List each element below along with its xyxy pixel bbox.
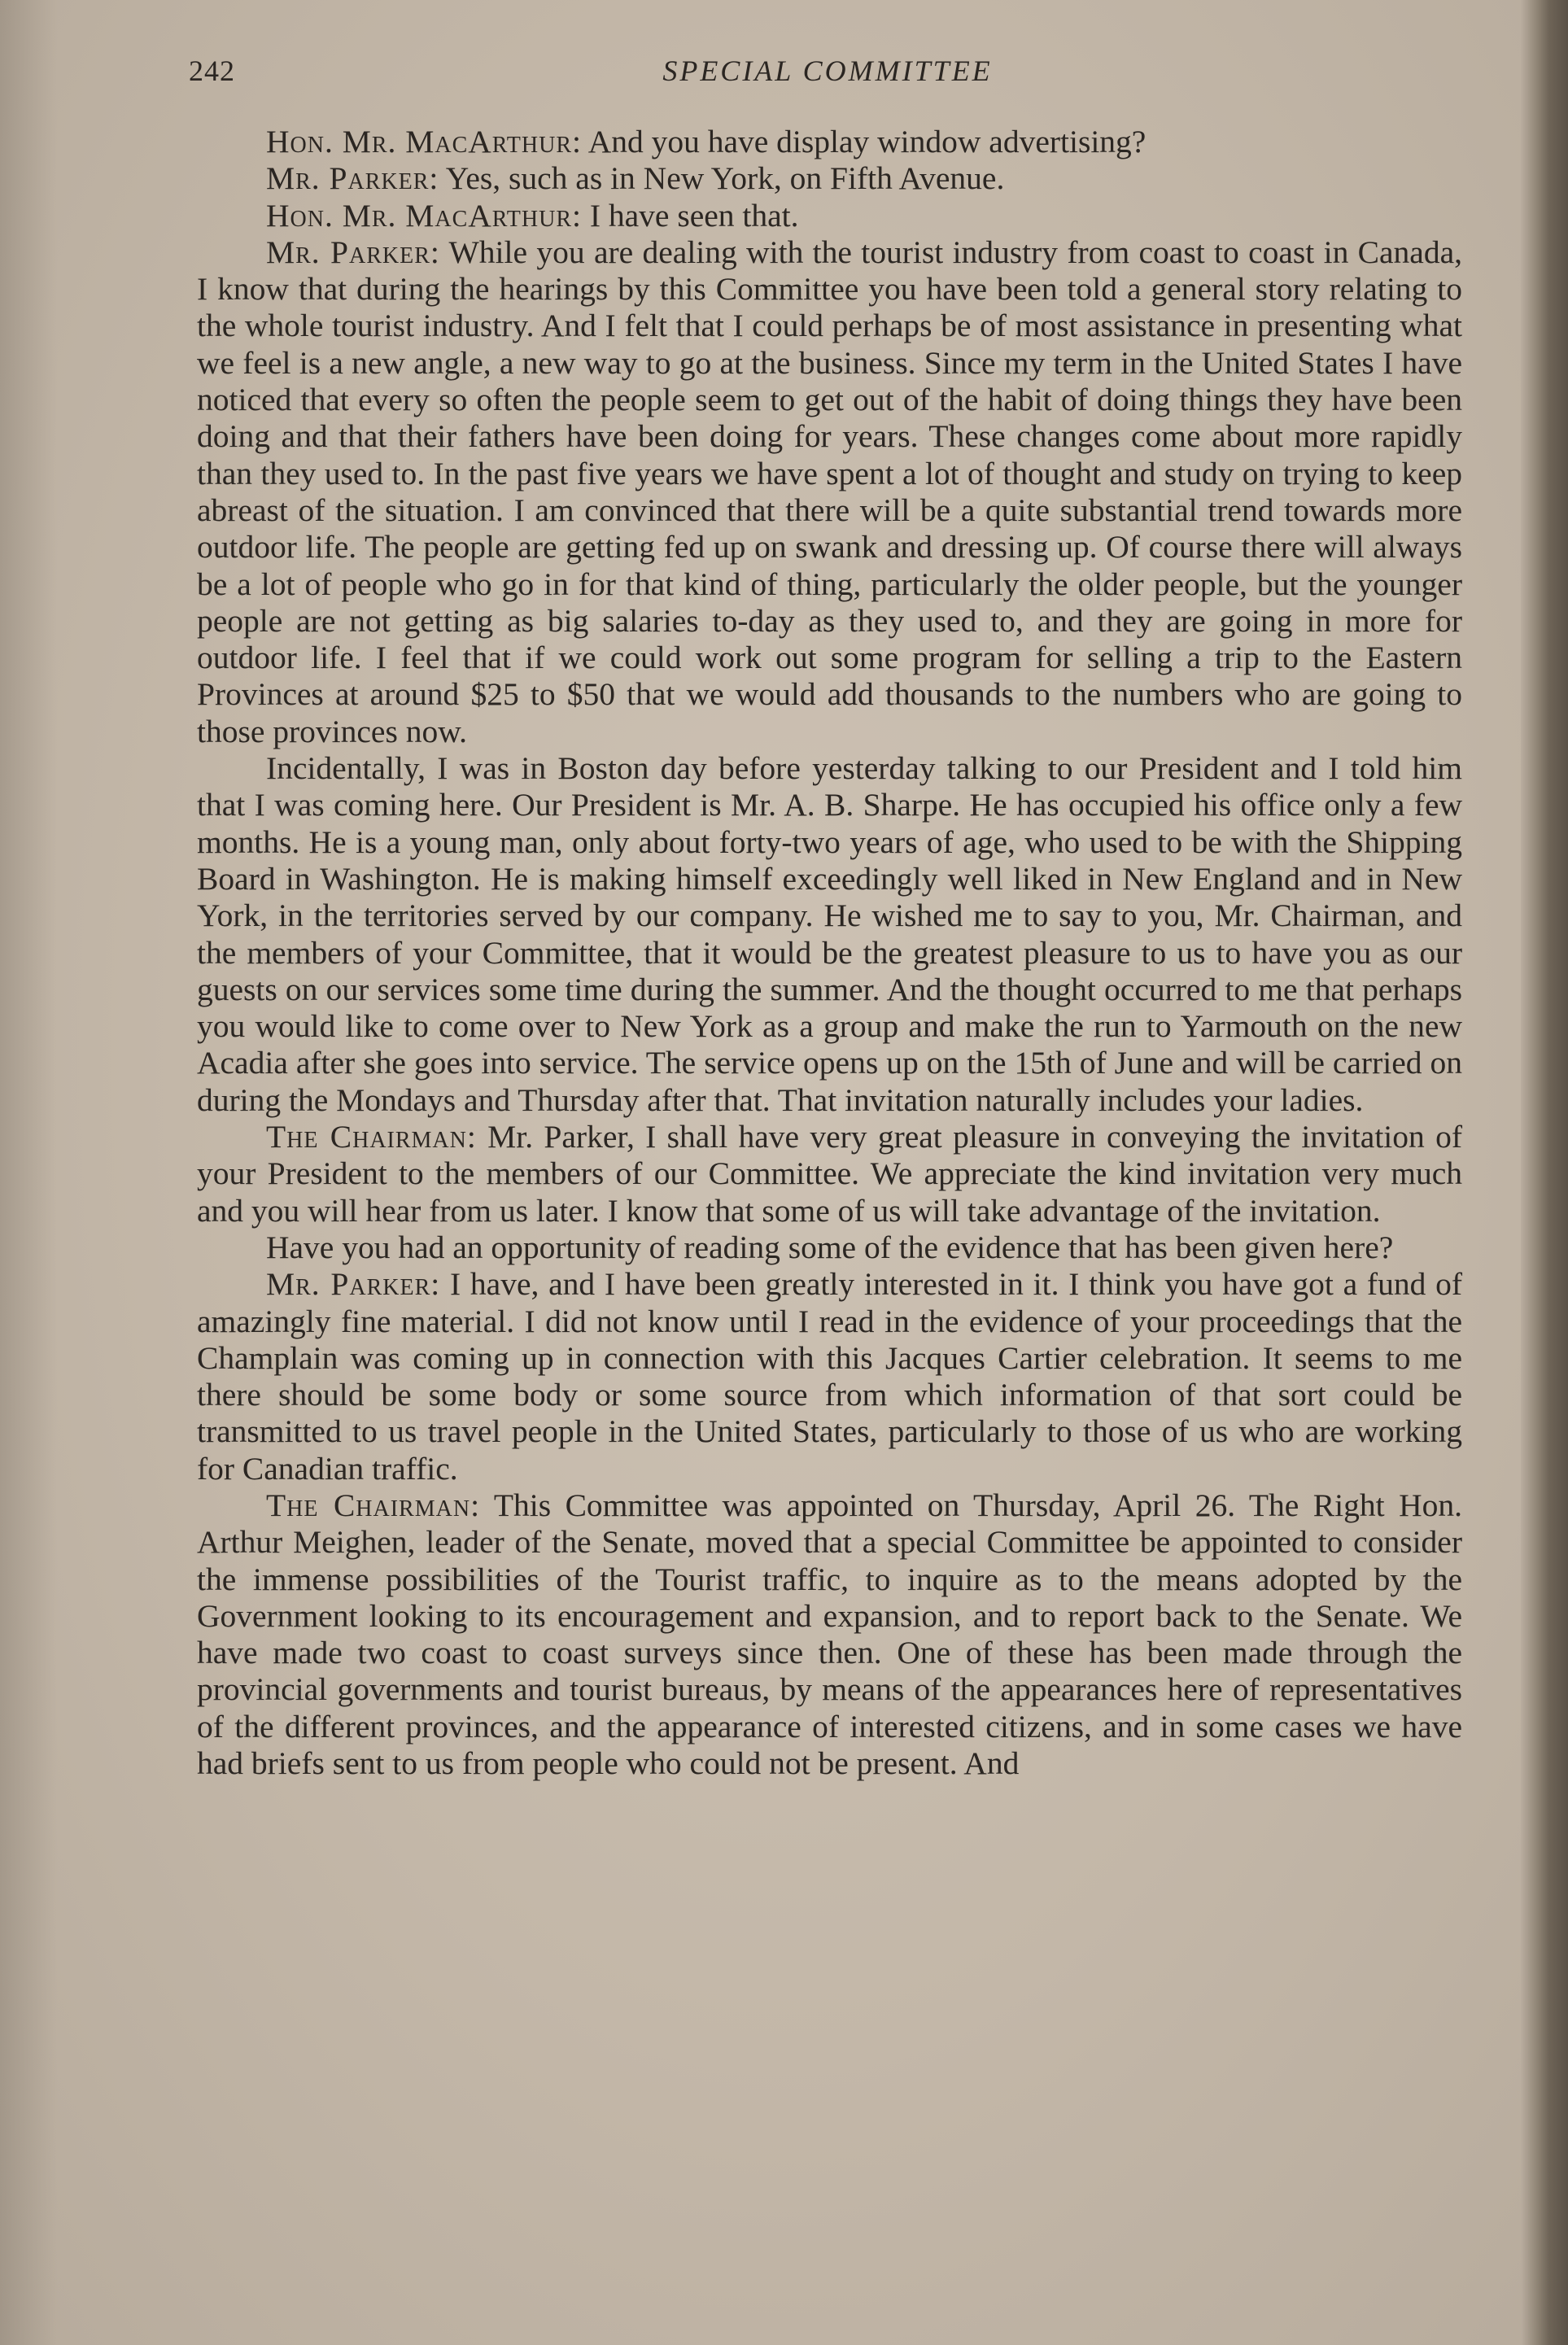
paragraph [197, 1266, 1462, 1487]
paragraph [197, 234, 1462, 750]
speaker-label: Hon. Mr. MacArthur: [266, 124, 582, 159]
book-binding-edge [1521, 0, 1568, 2345]
paragraph-text: This Committee was appointed on Thursday, April 26. The Right Hon. Arthur Meighen, leader of the Senate, moved that a special Committee be appointed to consider the immense possibilities of the Tourist traffic, to inquire as to the means adopted by the Government looking to its encouragement and expansion, and to report back to the Senate. We have made two coast to coast surveys since then. One of these has been made through the provincial governments and tourist bureaus, by means of the appearances here of representatives of the different provinces, and the appearance of interested citizens, and in some cases we have had briefs sent to us from people who could not be present. And [197, 1487, 1463, 1782]
paragraph-text: Incidentally, I was in Boston day before yesterday talking to our President and I told him that I was coming here. Our President is Mr. A. B. Sharpe. He has occupied his office only a few months. He is a young man, only about forty-two years of age, who used to be with the Shipping Board in Washington. He is making himself exceedingly well liked in New England and in New York, in the territories served by our company. He wished me to say to you, Mr. Chairman, and the members of your Committee, that it would be the greatest pleasure to us to have you as our guests on our services some time during the summer. And the thought occurred to me that perhaps you would like to come over to New York as a group and make the run to Yarmouth on the new Acadia after she goes into service. The service opens up on the 15th of June and will be carried on during the Mondays and Thursday after that. That invitation naturally includes your ladies. [197, 750, 1462, 1118]
paragraph-text: While you are dealing with the tourist industry from coast to coast in Canada, I know that during the hearings by this Committee you have been told a general story relating to the whole tourist industry. And I felt that I could perhaps be of most assistance in presenting what we feel is a new angle, a new way to go at the business. Since my term in the United States I have noticed that every so often the people seem to get out of the habit of doing things they have been doing and that their fathers have been doing for years. These changes come about more rapidly than they used to. In the past five years we have spent a lot of thought and study on trying to keep abreast of the situation. I am convinced that there will be a quite substantial trend towards more outdoor life. The people are getting fed up on swank and dressing up. Of course there will always be a lot of people who go in for that kind of thing, particularly the older people, but the younger people are not getting as big salaries to-day as they used to, and they are going in more for outdoor life. I feel that if we could work out some program for selling a trip to the Eastern Provinces at around $25 to $50 that we would add thousands to the numbers who are going to those provinces now. [197, 234, 1462, 749]
speaker-label: Mr. Parker: [266, 1266, 441, 1303]
page-header [189, 54, 1466, 93]
speaker-label: The Chairman: [266, 1487, 481, 1523]
body-text [197, 124, 1462, 1782]
paragraph [197, 1487, 1462, 1782]
speaker-label: Hon. Mr. MacArthur: [266, 197, 582, 234]
page-gutter-shadow [0, 0, 57, 2345]
running-title: SPECIAL COMMITTEE [662, 55, 993, 87]
paragraph [197, 1119, 1462, 1229]
paragraph [197, 750, 1462, 1119]
paragraph [197, 198, 1462, 234]
paragraph [197, 1229, 1462, 1266]
paragraph-text: Mr. Parker, I shall have very great pleasure in conveying the invitation of your President to the members of our Committee. We appreciate the kind invitation very much and you will hear from us later. I know that some of us will take advantage of the invitation. [197, 1119, 1462, 1229]
paragraph-text: And you have display window advertising? [582, 124, 1147, 159]
page-number: 242 [189, 55, 235, 87]
paragraph [197, 124, 1462, 160]
paragraph-text: I have, and I have been greatly interested in it. I think you have got a fund of amazingly fine material. I did not know until I read in the evidence of your proceedings that the Champlain was coming up in connection with this Jacques Cartier celebration. It seems to me there should be some body or some source from which information of that sort could be transmitted to us travel people in the United States, particularly to those of us who are working for Canadian traffic. [197, 1266, 1462, 1487]
speaker-label: The Chairman: [266, 1119, 477, 1155]
paragraph-text: I have seen that. [582, 197, 799, 234]
paragraph [197, 160, 1462, 197]
paragraph-text: Have you had an opportunity of reading some of the evidence that has been given here? [266, 1229, 1394, 1265]
speaker-label: Mr. Parker: [266, 234, 440, 270]
paragraph-text: Yes, such as in New York, on Fifth Avenue. [439, 160, 1005, 197]
speaker-label: Mr. Parker: [266, 160, 439, 197]
